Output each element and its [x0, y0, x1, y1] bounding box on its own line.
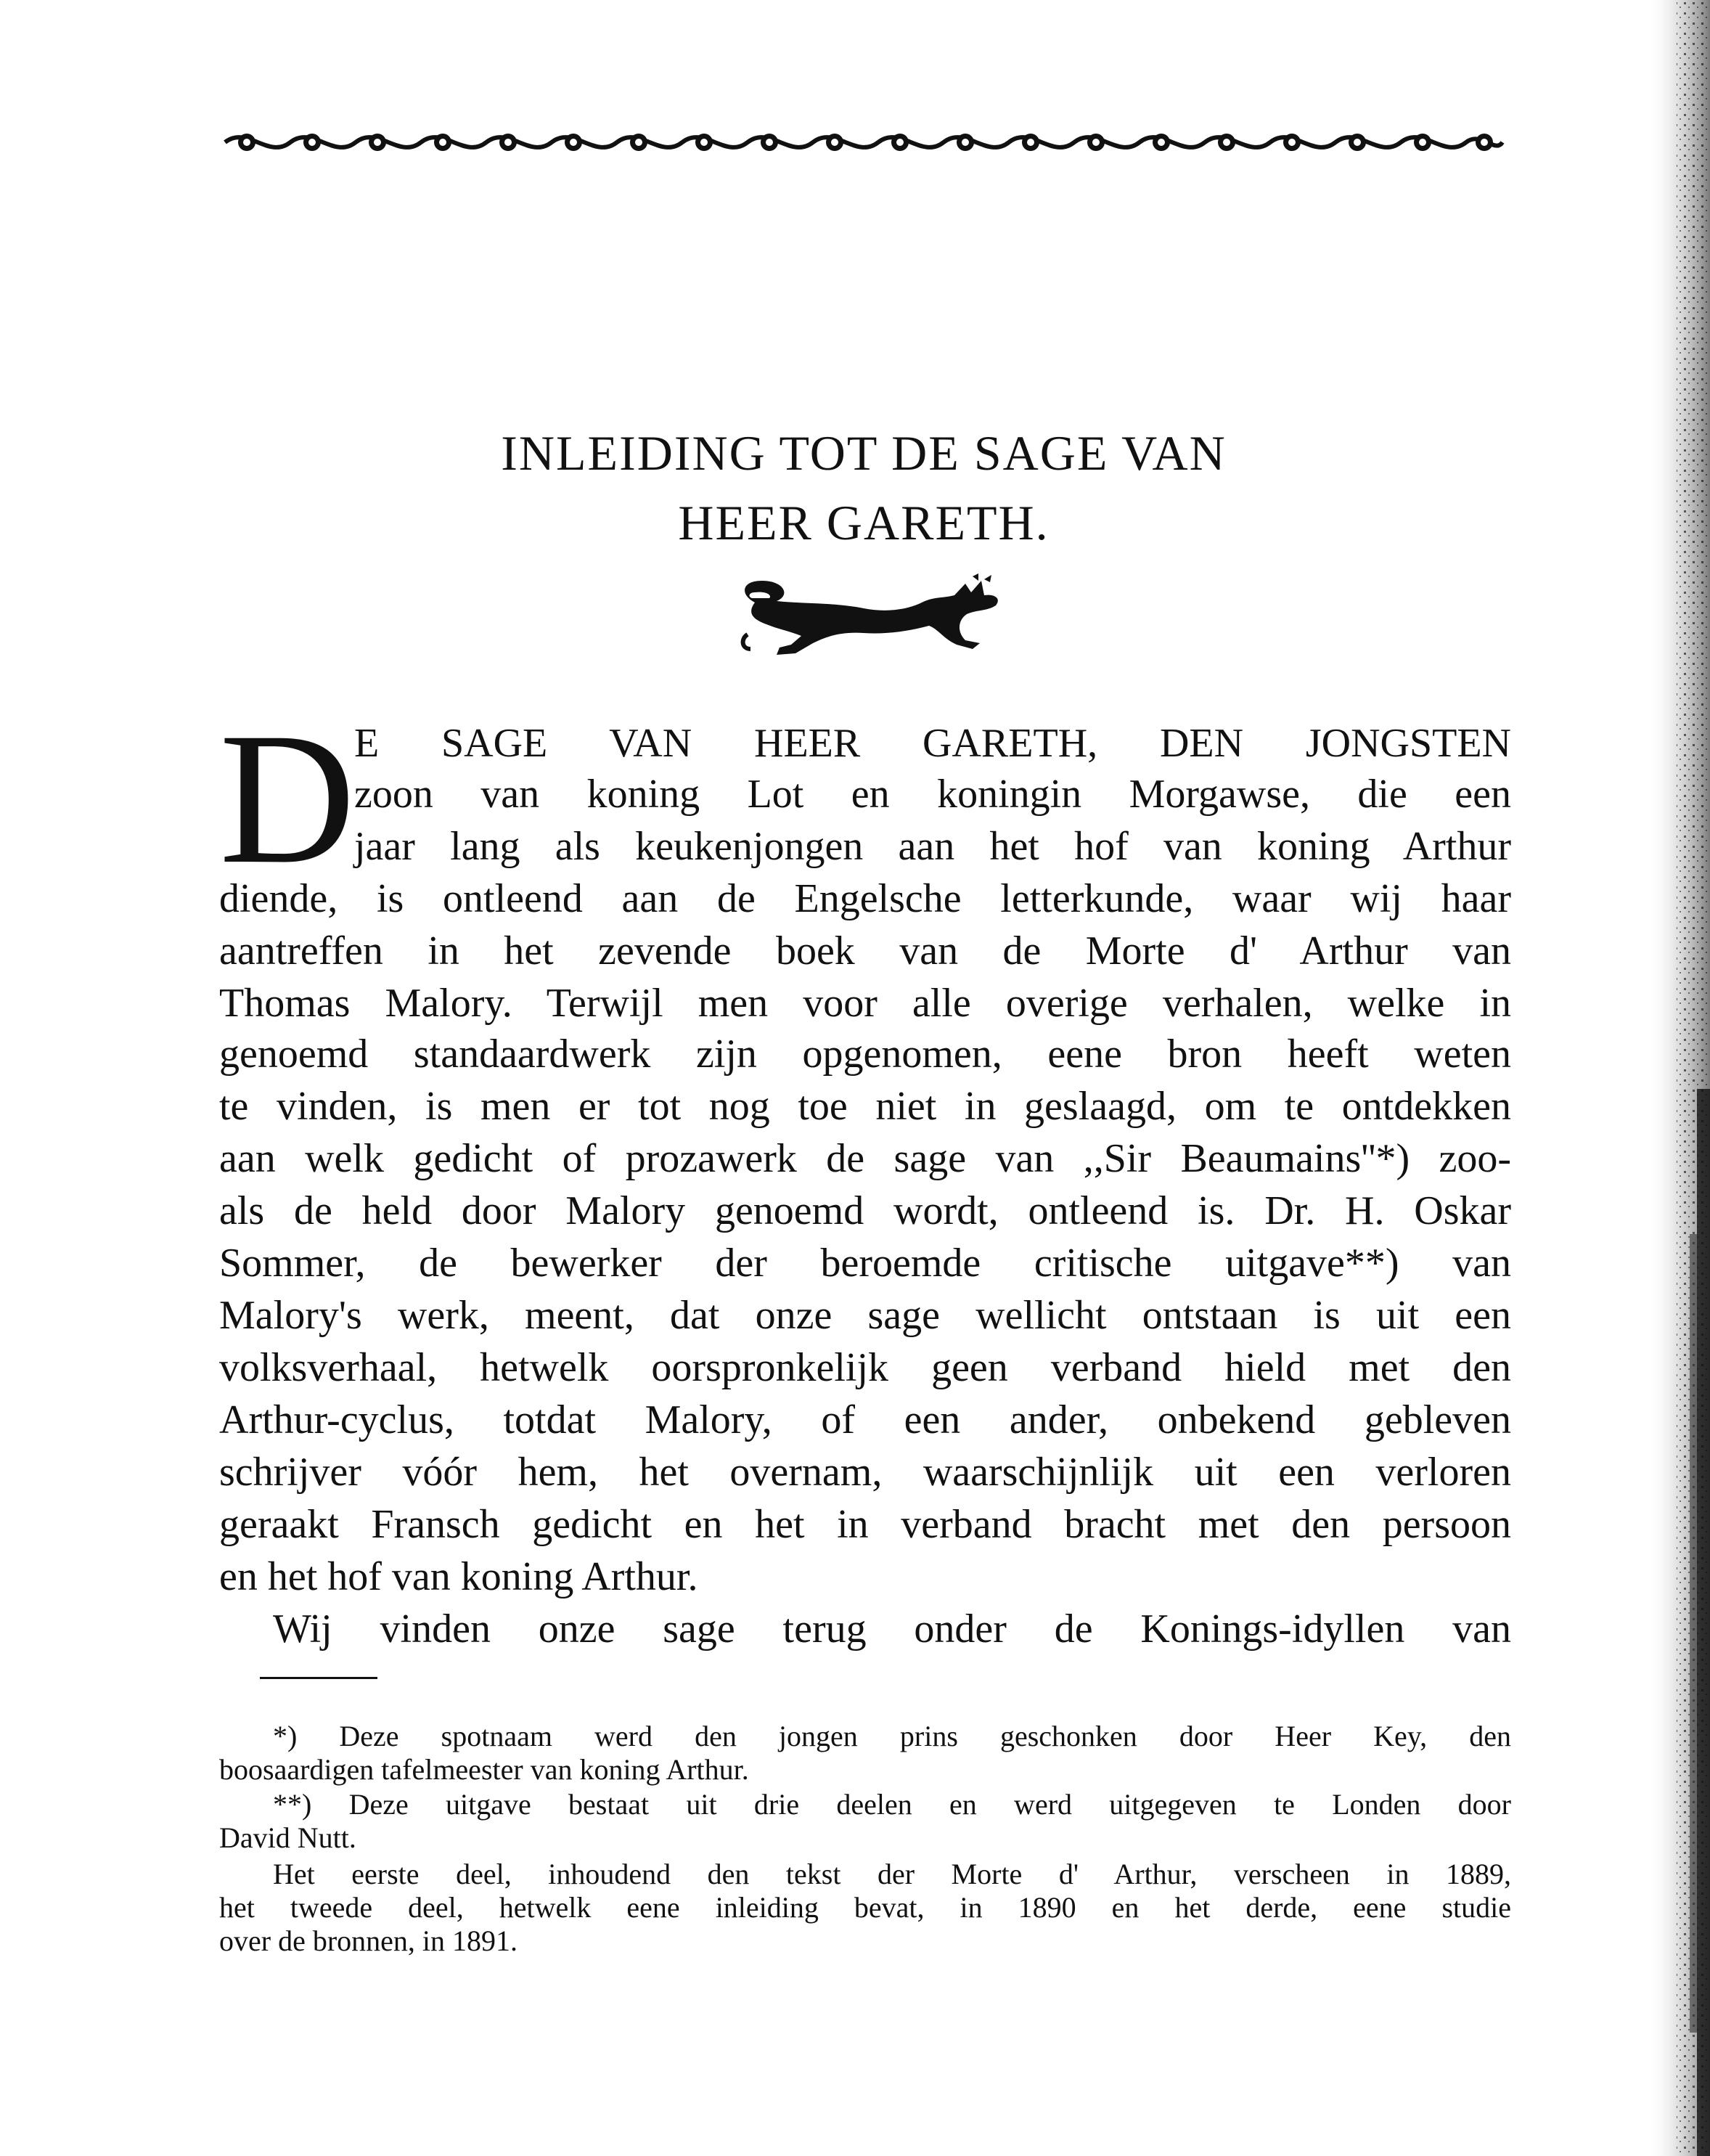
body-line: Arthur-cyclus, totdat Malory, of een ander, onbekend gebleven: [219, 1397, 1511, 1442]
body-line: aan welk gedicht of prozawerk de sage van ,,Sir Beaumains''*) zoo-: [219, 1136, 1511, 1181]
body-line: E SAGE VAN HEER GARETH, DEN JONGSTEN: [354, 721, 1511, 766]
body-line: aantreffen in het zevende boek van de Morte d' Arthur van: [219, 928, 1511, 973]
body-line: genoemd standaardwerk zijn opgenomen, eene bron heeft weten: [219, 1032, 1511, 1077]
body-line: diende, is ontleend aan de Engelsche letterkunde, waar wij haar: [219, 876, 1511, 921]
body-line: Thomas Malory. Terwijl men voor alle overige verhalen, welke in: [219, 981, 1511, 1026]
footnote-line: *) Deze spotnaam werd den jongen prins geschonken door Heer Key, den: [273, 1720, 1511, 1752]
body-line: te vinden, is men er tot nog toe niet in geslaagd, om te ontdekken: [219, 1084, 1511, 1129]
body-line: Wij vinden onze sage terug onder de Konings-idyllen van: [273, 1606, 1511, 1651]
body-line: Sommer, de bewerker der beroemde critische uitgave**) van: [219, 1241, 1511, 1286]
footnote-line: Het eerste deel, inhoudend den tekst der Morte d' Arthur, verscheen in 1889,: [273, 1858, 1511, 1890]
body-line: als de held door Malory genoemd wordt, ontleend is. Dr. H. Oskar: [219, 1188, 1511, 1233]
body-line: zoon van koning Lot en koningin Morgawse, die een: [354, 772, 1511, 817]
body-line: en het hof van koning Arthur.: [219, 1554, 698, 1599]
dragon-ornament-icon: [726, 573, 1016, 661]
scan-edge-shadow: [1648, 0, 1710, 2156]
footnote-line: boosaardigen tafelmeester van koning Arthur.: [219, 1753, 749, 1786]
footnote-line: het tweede deel, hetwelk eene inleiding bevat, in 1890 en het derde, eene studie: [219, 1891, 1511, 1924]
body-line: jaar lang als keukenjongen aan het hof van koning Arthur: [354, 824, 1511, 869]
ornamental-header-band: [218, 125, 1510, 160]
drop-cap: D: [219, 694, 356, 903]
body-line: schrijver vóór hem, het overnam, waarschijnlijk uit een verloren: [219, 1450, 1511, 1495]
footnote-separator: [260, 1677, 377, 1679]
body-line: Malory's werk, meent, dat onze sage wellicht ontstaan is uit een: [219, 1293, 1511, 1338]
body-line: volksverhaal, hetwelk oorspronkelijk geen verband hield met den: [219, 1345, 1511, 1390]
footnote-line: over de bronnen, in 1891.: [219, 1924, 518, 1957]
footnote-line: David Nutt.: [219, 1821, 356, 1854]
chapter-title-line-1: INLEIDING TOT DE SAGE VAN: [501, 425, 1227, 481]
body-line: geraakt Fransch gedicht en het in verband bracht met den persoon: [219, 1502, 1511, 1547]
footnote-line: **) Deze uitgave bestaat uit drie deelen en werd uitgegeven te Londen door: [273, 1788, 1511, 1821]
chapter-title-line-2: HEER GARETH.: [678, 495, 1050, 550]
